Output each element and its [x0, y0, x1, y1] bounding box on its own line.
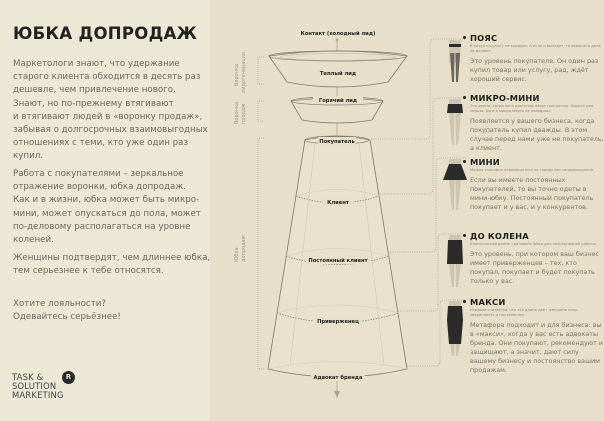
stage-label-regular-client: Постоянный клиент	[308, 258, 368, 264]
stage-label-buyer: Покупатель	[319, 139, 355, 145]
lead-funnel	[269, 51, 407, 87]
section-body: Это уровень покупателя. Он один раз купил товар или услугу, рад, ждёт хороший сервис.	[470, 56, 599, 83]
section-knee-length	[470, 231, 604, 286]
intro-paragraph-3: Женщины подтвердят, чем длиннее юбка, тем серьезнее к тебе относятся.	[13, 253, 211, 277]
bracket-lead-generation	[258, 57, 264, 84]
section-maxi	[470, 297, 604, 375]
section-title: ПОЯС	[470, 33, 604, 43]
belt-silhouette-icon	[449, 40, 461, 82]
side-label-sales-funnel-1: Воронка	[234, 101, 240, 124]
section-body: Появляется у вашего бизнеса, когда покупатель купил дважды. В этом случае перед нами уже не покупатель, а клиент.	[470, 116, 604, 152]
company-logo-text: TASK & SOLUTION MARKETING	[12, 372, 64, 400]
maxi-silhouette-icon	[447, 301, 463, 356]
intro-paragraph-1: Маркетологи знают, что удержание старого клиента обходится в десять раз дешевле, чем привлечение нового. Знают, но по-прежнему втягивают и втягивают людей в «воронку продаж», забывая о долгосрочных взаимовыгодных отношениях с теми, кто уже один раз купил.	[13, 59, 208, 162]
section-title: МИКРО-МИНИ	[470, 93, 604, 103]
page-title: ЮБКА ДОПРОДАЖ	[13, 24, 198, 43]
registered-badge-icon: R	[62, 371, 75, 384]
side-label-lead-funnel-1: Воронка	[234, 63, 240, 86]
intro-paragraph-2: Работа с покупателями – зеркальное отражение воронки, юбка допродаж. Как и в жизни, юбка может быть микро- мини, может опускаться до пола, может по-деловому располагаться на уровне коленей.	[13, 169, 201, 246]
section-micro-mini	[470, 93, 604, 153]
bracket-sales	[258, 101, 264, 121]
section-belt	[470, 33, 604, 84]
stage-label-brand-advocate: Адвокат бренда	[313, 375, 363, 381]
micro-mini-silhouette-icon	[447, 99, 463, 145]
section-body: Если вы имеете постоянных покупателей, то вы точно одеты в мини-юбку. Постоянный покупатель покупает и у вас, и у конкурентов.	[470, 175, 594, 211]
section-body: Метафора подходит и для бизнеса: вы в «макси», когда у вас есть адвокаты бренда. Они покупают, рекомендуют и защищают, а значит, дают силу вашему бизнесу и постоянство вашим продажам.	[470, 320, 604, 374]
side-label-skirt-2: допродаж	[241, 234, 247, 262]
stage-label-warm-lead: Теплый лид	[319, 71, 357, 77]
section-note: Можно спокойно перемещаться по городу без сопровождения.	[470, 168, 595, 172]
side-label-skirt-1: Юбка	[234, 247, 240, 262]
section-note: Классическая длина «деловой» юбки для повседневной работы.	[470, 242, 597, 246]
knee-length-silhouette-icon	[447, 235, 463, 287]
section-mini	[470, 157, 604, 212]
side-label-lead-funnel-2: лидогенерации	[241, 51, 247, 93]
arrow-down-icon	[334, 391, 340, 398]
stage-label-client: Клиент	[327, 200, 349, 206]
mini-silhouette-icon	[443, 159, 467, 210]
section-note: Издавна считается, что эта длина дает женщине силу, уверенность и постоянство.	[470, 308, 579, 317]
section-note: Это длина, когда ноги доступны взору полностью. Короче уже нельзя. Да и в микро много не находишь.	[470, 104, 594, 113]
section-title: МАКСИ	[470, 297, 604, 307]
stage-label-contact: Контакт (холодный лид)	[300, 31, 376, 37]
top-dot	[336, 39, 339, 42]
intro-paragraph-4: Хотите лояльности? Одевайтесь серьёзнее!	[13, 299, 121, 323]
stage-label-adherent: Приверженец	[317, 319, 359, 325]
section-title: МИНИ	[470, 157, 604, 167]
section-title: ДО КОЛЕНА	[470, 231, 604, 241]
stage-label-hot-lead: Горячий лид	[318, 98, 358, 104]
section-body: Это уровень, при котором ваш бизнес имеет приверженцев – тех, кто покупал, покупает и будет покупать только у вас.	[470, 249, 599, 285]
side-label-sales-funnel-2: продаж	[241, 103, 247, 124]
section-note: В поясе на улицу не выходят. А если и выходят, то хорошего дела не делают	[470, 44, 601, 53]
bracket-sales-skirt	[258, 138, 264, 369]
